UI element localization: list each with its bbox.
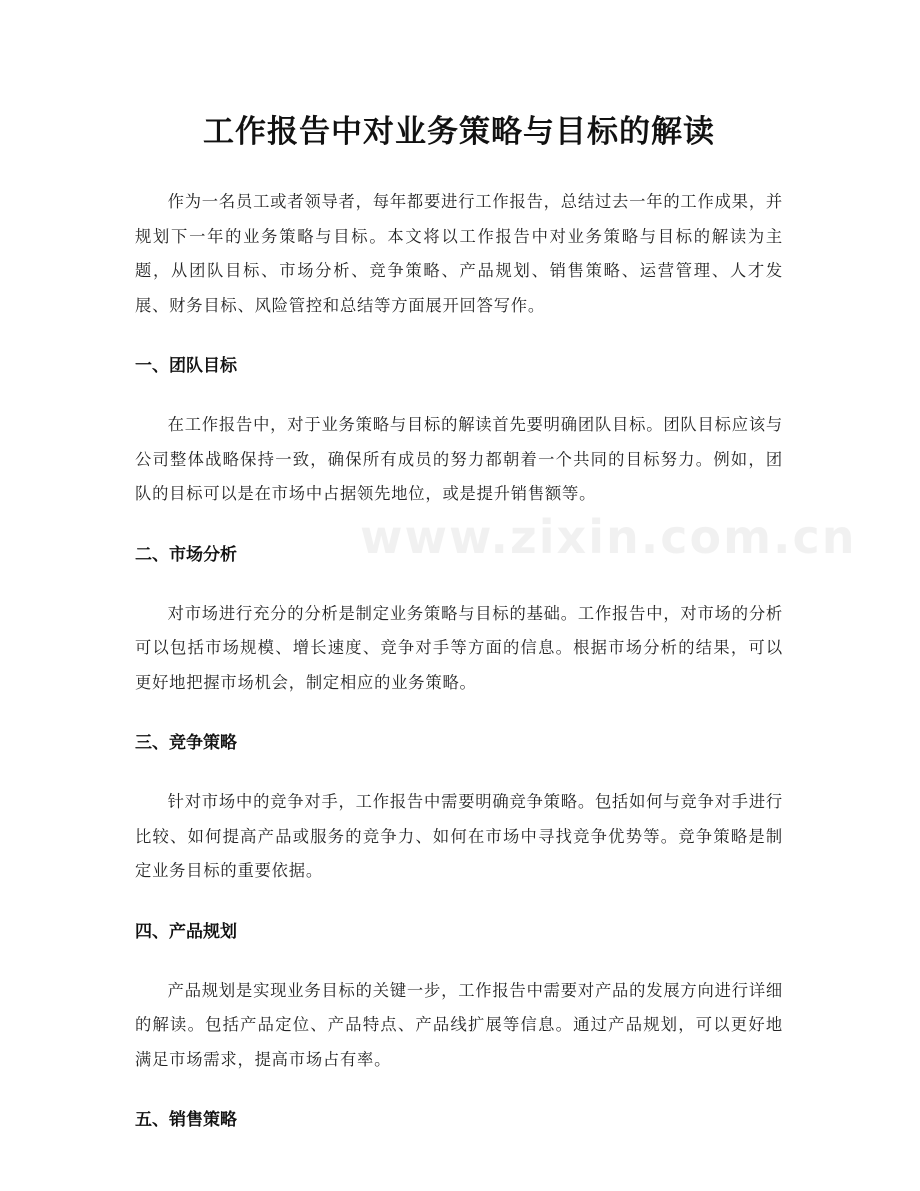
section-market-analysis [135, 540, 783, 701]
document-title: 工作报告中对业务策略与目标的解读 [203, 114, 715, 150]
section-heading: 五、销售策略 [135, 1110, 237, 1130]
intro-paragraph: 作为一名员工或者领导者，每年都要进行工作报告，总结过去一年的工作成果，并规划下一年的业务策略与目标。本文将以工作报告中对业务策略与目标的解读为主题，从团队目标、市场分析、竞争策略、产品规划、销售策略、运营管理、人才发展、财务目标、风险管控和总结等方面展开回答写作。 [135, 192, 783, 315]
section-heading: 一、团队目标 [135, 356, 237, 376]
section-heading: 四、产品规划 [135, 921, 237, 942]
section-heading: 二、市场分析 [135, 544, 237, 565]
section-body: 针对市场中的竞争对手，工作报告中需要明确竞争策略。包括如何与竞争对手进行比较、如何提高产品或服务的竞争力、如何在市场中寻找竞争优势等。竞争策略是制定业务目标的重要依据。 [135, 792, 783, 880]
section-body: 产品规划是实现业务目标的关键一步，工作报告中需要对产品的发展方向进行详细的解读。包括产品定位、产品特点、产品线扩展等信息。通过产品规划，可以更好地满足市场需求，提高市场占有率。 [135, 980, 783, 1069]
watermark: www.zixin.com.cn [360, 510, 857, 564]
section-body: 在工作报告中，对于业务策略与目标的解读首先要明确团队目标。团队目标应该与公司整体战略保持一致，确保所有成员的努力都朝着一个共同的目标努力。例如，团队的目标可以是在市场中占据领先地位，或是提升销售额等。 [135, 415, 783, 503]
section-competition-strategy [135, 728, 783, 889]
section-sales-strategy [135, 1105, 783, 1135]
section-team-goals [135, 351, 783, 512]
section-product-planning [135, 917, 783, 1078]
section-body: 对市场进行充分的分析是制定业务策略与目标的基础。工作报告中，对市场的分析可以包括市场规模、增长速度、竞争对手等方面的信息。根据市场分析的结果，可以更好地把握市场机会，制定相应的业务策略。 [135, 603, 783, 692]
section-heading: 三、竞争策略 [135, 733, 237, 753]
